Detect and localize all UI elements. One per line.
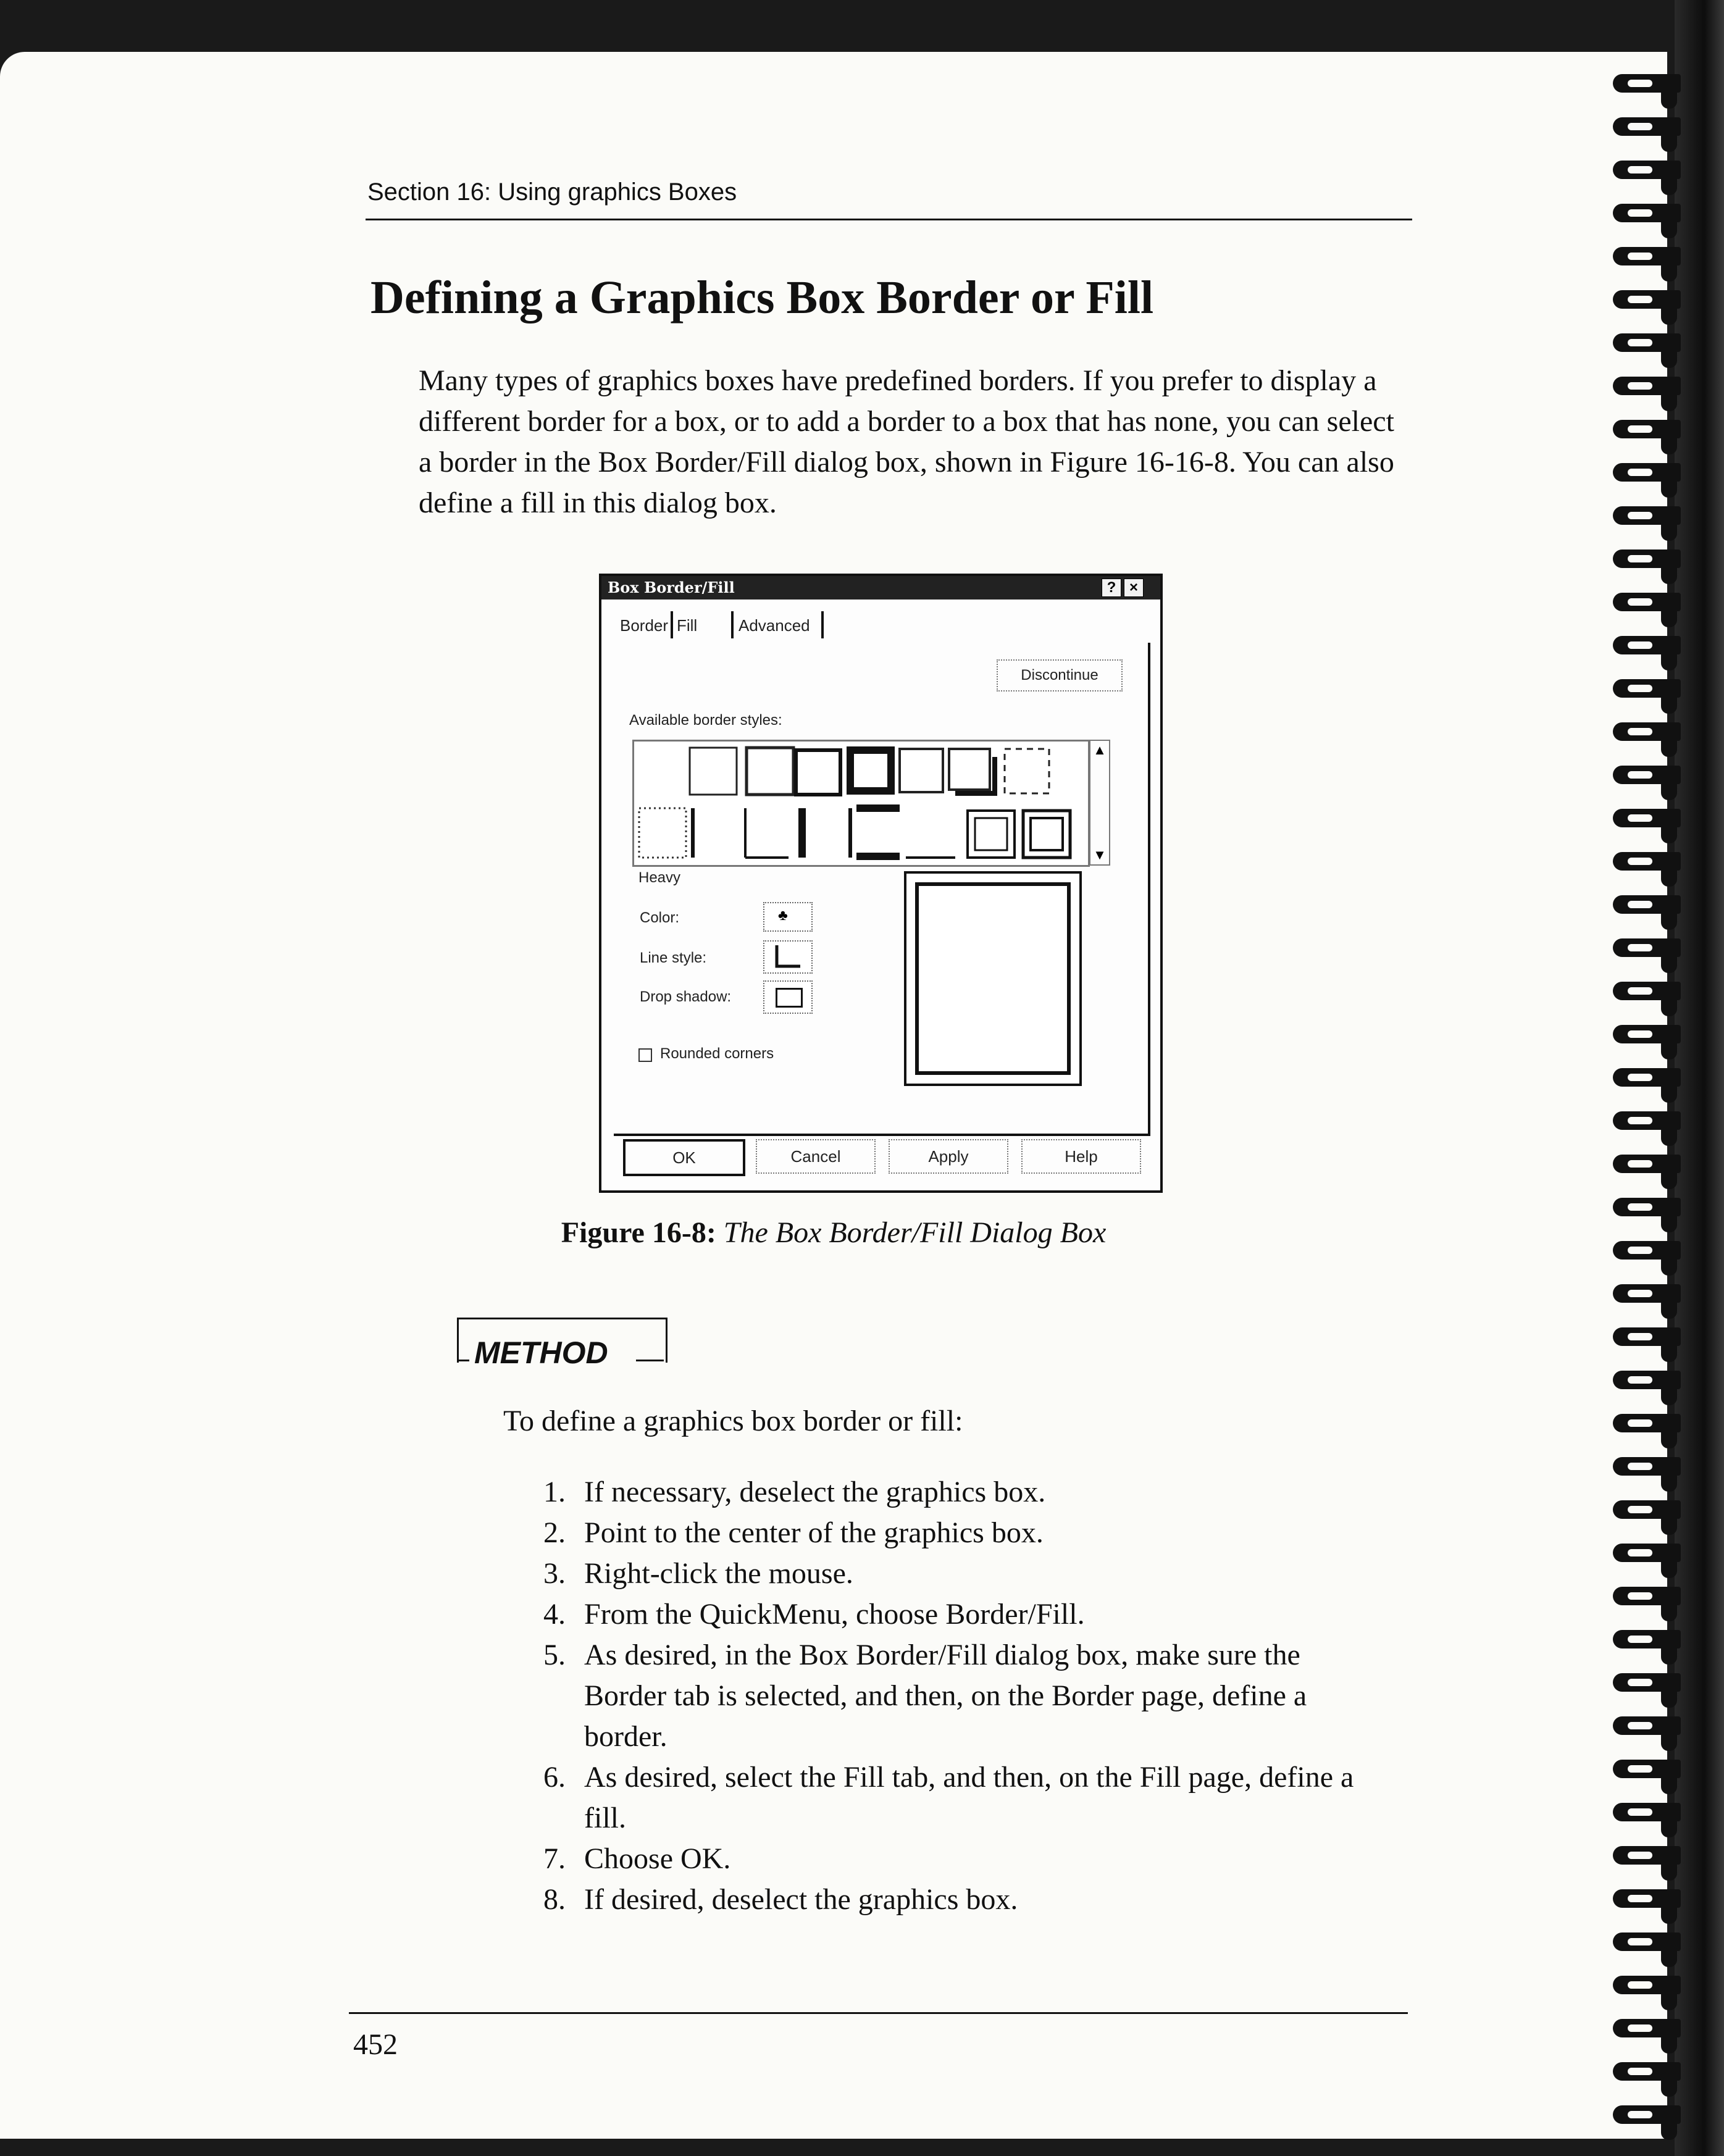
spiral-coil bbox=[1613, 636, 1687, 657]
spiral-coil bbox=[1613, 1198, 1687, 1219]
step-number: 7. bbox=[543, 1842, 566, 1875]
spiral-coil bbox=[1613, 1760, 1687, 1781]
section-header: Section 16: Using graphics Boxes bbox=[367, 178, 737, 206]
tab-divider bbox=[731, 611, 734, 638]
page-title: Defining a Graphics Box Border or Fill bbox=[370, 272, 1154, 324]
cancel-button[interactable]: Cancel bbox=[756, 1139, 876, 1174]
styles-scrollbar[interactable] bbox=[1089, 740, 1110, 866]
step-number: 8. bbox=[543, 1883, 566, 1916]
header-rule bbox=[366, 219, 1412, 220]
spiral-coil bbox=[1613, 1932, 1687, 1953]
spiral-coil bbox=[1613, 1846, 1687, 1867]
spiral-coil bbox=[1613, 74, 1687, 95]
scroll-up-icon[interactable]: ▲ bbox=[1093, 742, 1107, 758]
intro-paragraph: Many types of graphics boxes have predefined borders. If you prefer to display a different border for a box, or to add a border to a box that has none, you can select a border in the Box Border/Fill dialog box, shown in Figure 16-16-8. You can also define a fill in this dialog box. bbox=[419, 364, 1394, 519]
spiral-coil bbox=[1613, 895, 1687, 916]
spiral-coil bbox=[1613, 938, 1687, 959]
border-preview bbox=[904, 871, 1082, 1086]
shadow-swatch-icon bbox=[776, 988, 803, 1008]
spiral-coil bbox=[1613, 1025, 1687, 1046]
scroll-down-icon[interactable]: ▼ bbox=[1093, 847, 1107, 863]
step-text: If desired, deselect the graphics box. bbox=[584, 1883, 1018, 1916]
spiral-coil bbox=[1613, 1976, 1687, 1997]
spiral-coil bbox=[1613, 2062, 1687, 2083]
tab-fill[interactable]: Fill bbox=[677, 616, 698, 635]
spiral-coil bbox=[1613, 1068, 1687, 1089]
spiral-coil bbox=[1613, 852, 1687, 873]
step-text: Choose OK. bbox=[584, 1842, 731, 1875]
spiral-binding bbox=[1601, 37, 1724, 2124]
spiral-coil bbox=[1613, 1111, 1687, 1132]
list-item bbox=[543, 1472, 1389, 1513]
spiral-coil bbox=[1613, 377, 1687, 398]
drop-shadow-label: Drop shadow: bbox=[640, 988, 732, 1005]
list-item bbox=[543, 1839, 1389, 1879]
spiral-coil bbox=[1613, 1803, 1687, 1824]
spiral-coil bbox=[1613, 1457, 1687, 1478]
ok-button[interactable]: OK bbox=[623, 1139, 745, 1176]
spiral-coil bbox=[1613, 1587, 1687, 1608]
tab-divider bbox=[821, 611, 824, 638]
spiral-coil bbox=[1613, 290, 1687, 311]
line-style-button[interactable] bbox=[763, 940, 813, 974]
step-number: 4. bbox=[543, 1598, 566, 1631]
step-text: If necessary, deselect the graphics box. bbox=[584, 1476, 1046, 1508]
spiral-coil bbox=[1613, 420, 1687, 441]
close-icon[interactable]: × bbox=[1124, 579, 1144, 597]
spiral-coil bbox=[1613, 593, 1687, 614]
discontinue-button[interactable]: Discontinue bbox=[997, 659, 1123, 692]
step-number: 2. bbox=[543, 1516, 566, 1549]
rounded-corners-label: Rounded corners bbox=[660, 1045, 774, 1062]
box-border-fill-dialog bbox=[599, 574, 1163, 1193]
available-styles-label: Available border styles: bbox=[629, 712, 782, 729]
apply-button[interactable]: Apply bbox=[889, 1139, 1008, 1174]
spiral-coil bbox=[1613, 2105, 1687, 2126]
spiral-coil bbox=[1613, 1371, 1687, 1392]
dialog-titlebar bbox=[601, 576, 1160, 600]
spiral-coil bbox=[1613, 982, 1687, 1003]
spiral-coil bbox=[1613, 1889, 1687, 1910]
method-frame-right-dash bbox=[636, 1360, 664, 1361]
selected-style-name: Heavy bbox=[638, 869, 681, 886]
tab-divider bbox=[671, 611, 673, 638]
help-button[interactable]: Help bbox=[1021, 1139, 1141, 1174]
spiral-coil bbox=[1613, 1241, 1687, 1262]
spiral-coil bbox=[1613, 463, 1687, 484]
help-icon[interactable]: ? bbox=[1102, 579, 1121, 597]
step-number: 5. bbox=[543, 1639, 566, 1671]
list-item bbox=[543, 1594, 1389, 1635]
spiral-coil bbox=[1613, 1500, 1687, 1521]
step-text: As desired, in the Box Border/Fill dialog box, make sure the Border tab is selected, and then, on the Border page, define a border. bbox=[584, 1639, 1307, 1753]
list-item bbox=[543, 1513, 1389, 1553]
spiral-coil bbox=[1613, 117, 1687, 138]
step-text: As desired, select the Fill tab, and then, on the Fill page, define a fill. bbox=[584, 1761, 1354, 1834]
line-style-icon bbox=[764, 942, 811, 972]
spiral-coil bbox=[1613, 679, 1687, 700]
rounded-corners-checkbox[interactable] bbox=[638, 1048, 652, 1062]
color-label: Color: bbox=[640, 909, 680, 926]
spiral-coil bbox=[1613, 1630, 1687, 1651]
spiral-coil bbox=[1613, 1716, 1687, 1737]
spiral-coil bbox=[1613, 809, 1687, 830]
list-item bbox=[543, 1757, 1389, 1839]
step-text: From the QuickMenu, choose Border/Fill. bbox=[584, 1598, 1085, 1631]
spiral-coil bbox=[1613, 161, 1687, 182]
border-style-swatches[interactable] bbox=[634, 742, 1088, 865]
step-number: 3. bbox=[543, 1557, 566, 1590]
spiral-coil bbox=[1613, 1414, 1687, 1435]
step-text: Point to the center of the graphics box. bbox=[584, 1516, 1044, 1549]
method-heading: METHOD bbox=[469, 1335, 613, 1371]
tab-advanced[interactable]: Advanced bbox=[739, 616, 810, 635]
spiral-coil bbox=[1613, 2019, 1687, 2040]
spiral-coil bbox=[1613, 1673, 1687, 1694]
step-number: 1. bbox=[543, 1476, 566, 1508]
step-text: Right-click the mouse. bbox=[584, 1557, 853, 1590]
spiral-coil bbox=[1613, 506, 1687, 527]
figure-label: Figure 16-8: bbox=[561, 1216, 716, 1249]
step-number: 6. bbox=[543, 1761, 566, 1794]
spiral-coil bbox=[1613, 549, 1687, 570]
spiral-coil bbox=[1613, 766, 1687, 787]
tab-border[interactable]: Border bbox=[620, 616, 669, 635]
method-lead: To define a graphics box border or fill: bbox=[503, 1405, 963, 1437]
paint-bucket-icon: ♣ bbox=[778, 907, 788, 924]
spiral-coil bbox=[1613, 1284, 1687, 1305]
spiral-coil bbox=[1613, 1155, 1687, 1176]
border-styles-palette[interactable] bbox=[632, 740, 1090, 867]
color-picker-button[interactable] bbox=[763, 902, 813, 932]
preview-border bbox=[915, 882, 1071, 1075]
spiral-coil bbox=[1613, 1327, 1687, 1348]
step-list bbox=[543, 1472, 1389, 1920]
footer-rule bbox=[349, 2012, 1408, 2014]
spiral-coil bbox=[1613, 204, 1687, 225]
line-style-label: Line style: bbox=[640, 950, 707, 966]
spiral-coil bbox=[1613, 722, 1687, 743]
drop-shadow-button[interactable] bbox=[763, 980, 813, 1014]
spiral-coil bbox=[1613, 1544, 1687, 1565]
page-number: 452 bbox=[353, 2028, 398, 2061]
spiral-coil bbox=[1613, 247, 1687, 268]
book-page bbox=[0, 52, 1667, 2139]
dialog-title: Box Border/Fill bbox=[608, 579, 735, 596]
list-item bbox=[543, 1553, 1389, 1594]
figure-caption bbox=[0, 1216, 1667, 1250]
figure-title: The Box Border/Fill Dialog Box bbox=[723, 1216, 1107, 1249]
list-item bbox=[543, 1879, 1389, 1920]
list-item bbox=[543, 1635, 1389, 1757]
spiral-coil bbox=[1613, 333, 1687, 354]
